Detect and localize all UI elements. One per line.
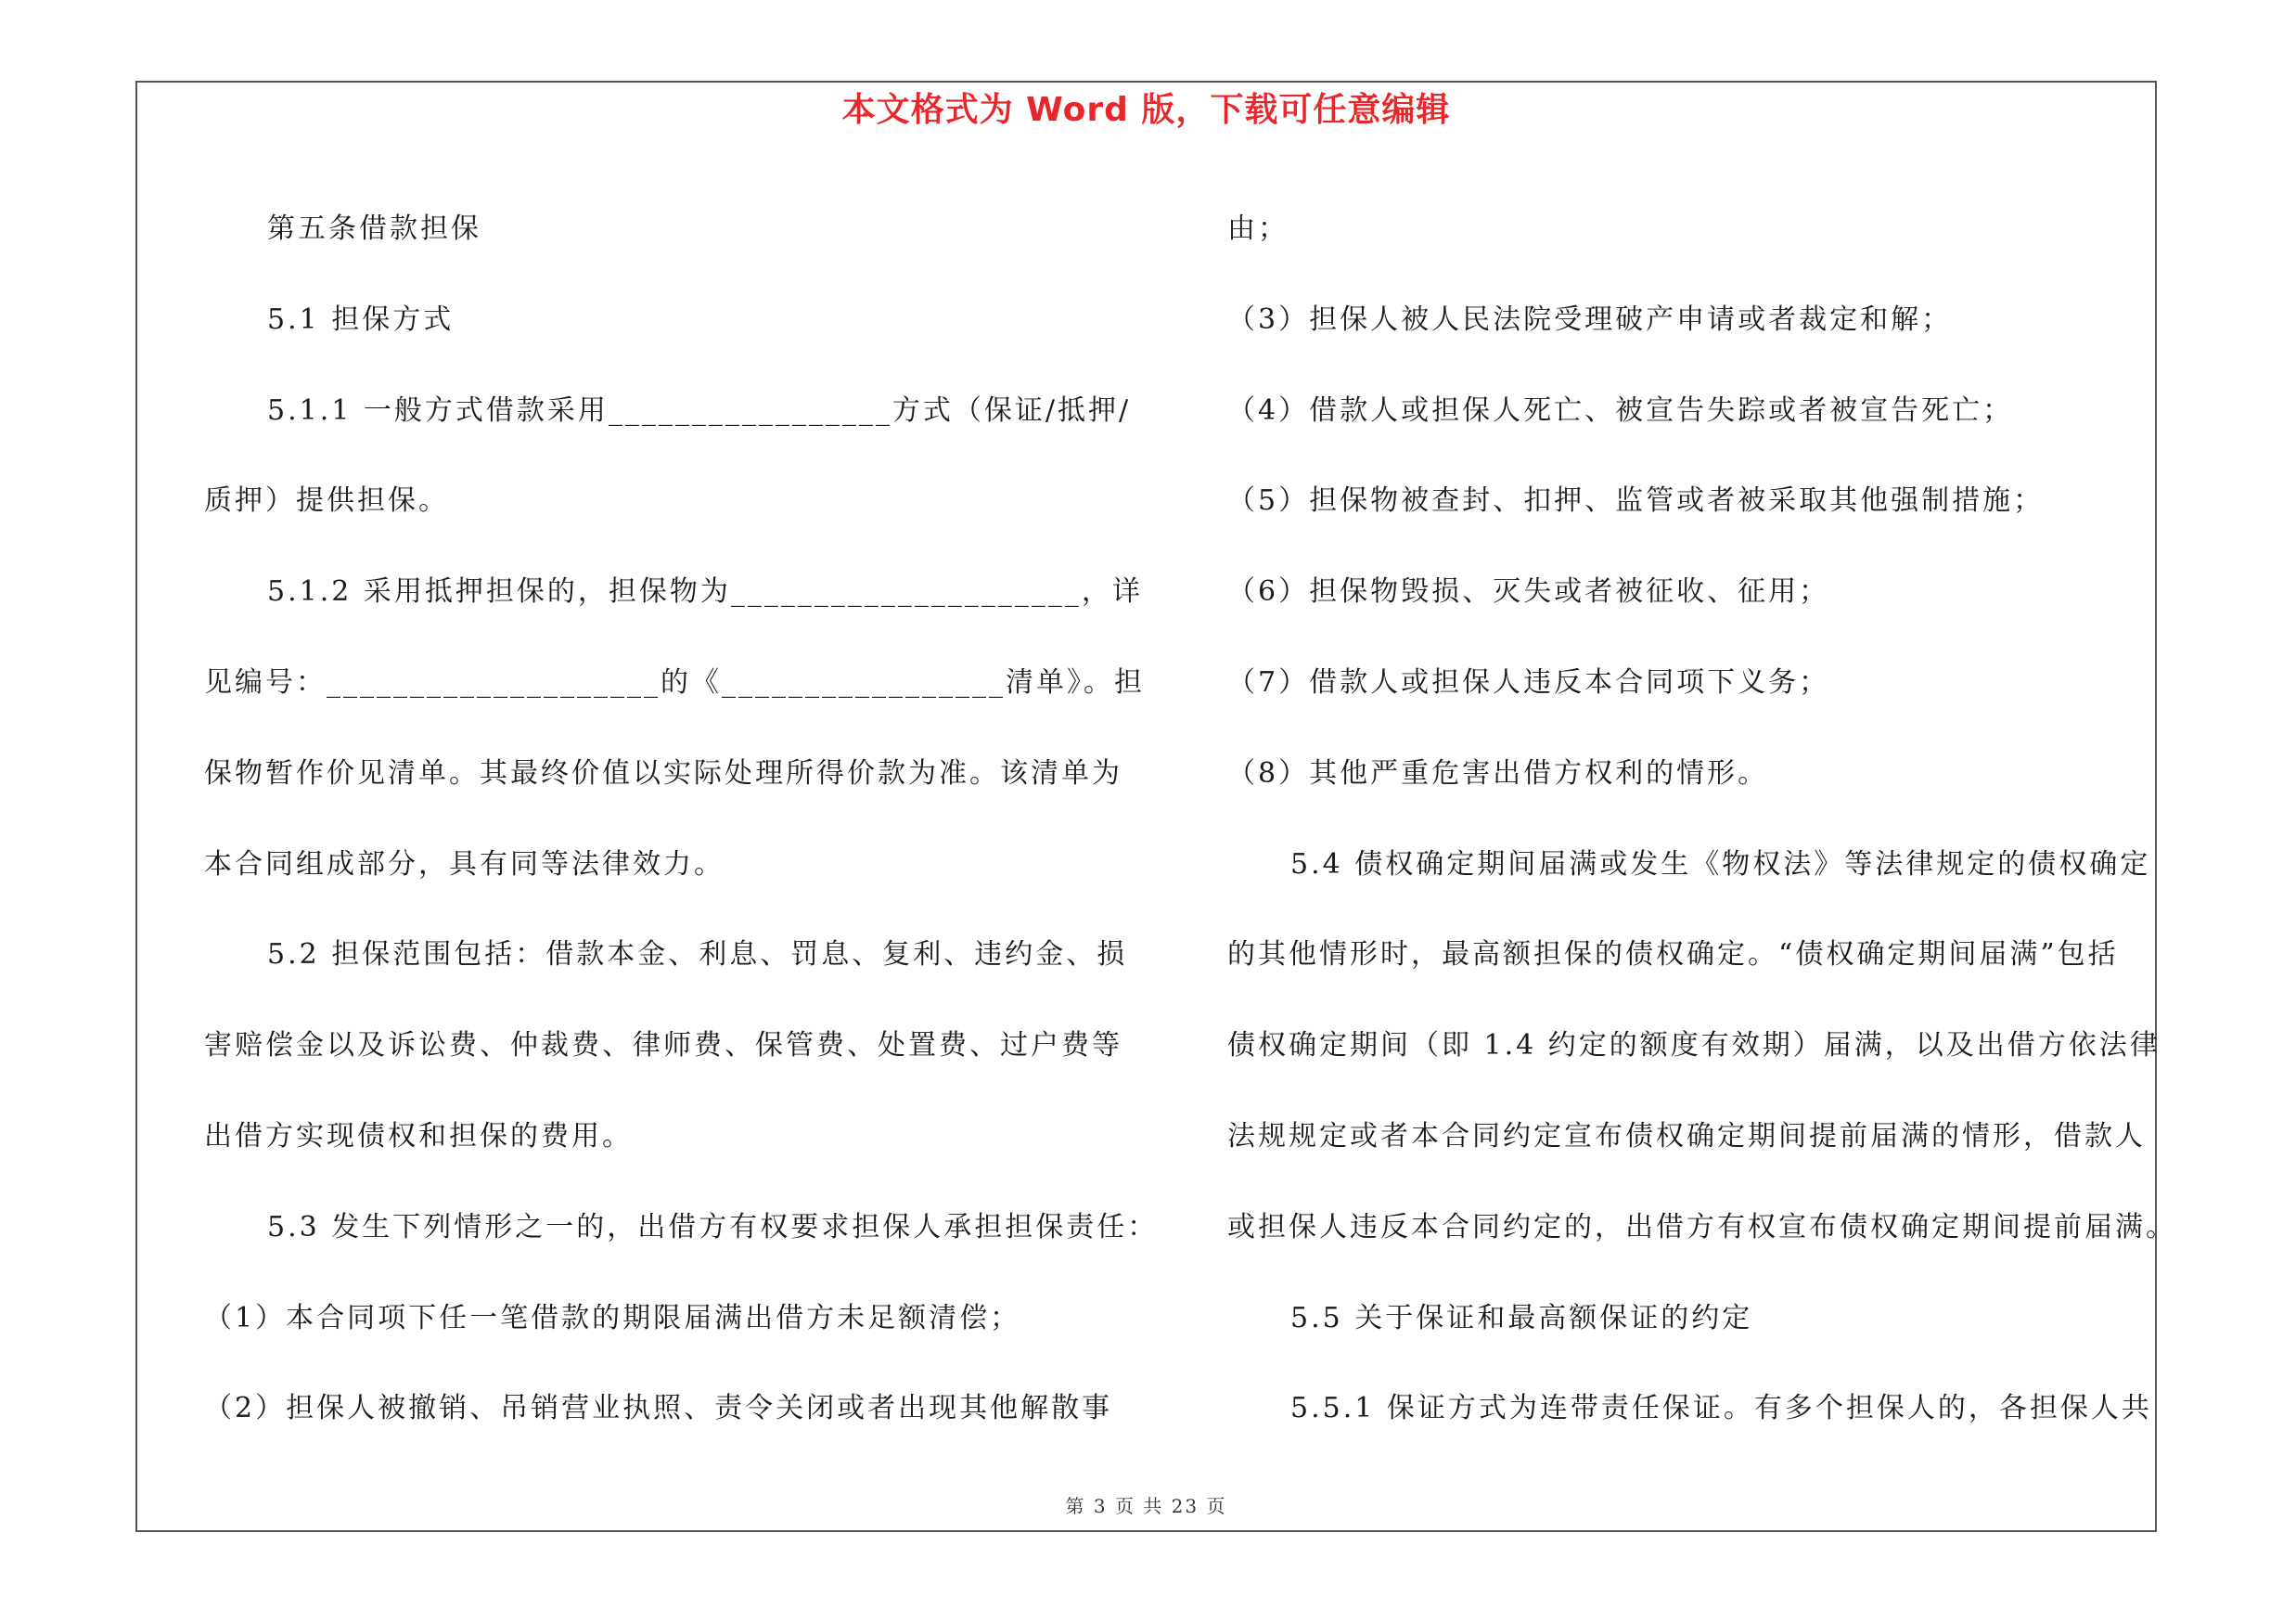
paragraph-line: 保物暂作价见清单。其最终价值以实际处理所得价款为准。该清单为 bbox=[204, 756, 1122, 790]
paragraph-line: （5）担保物被查封、扣押、监管或者被采取其他强制措施； bbox=[1227, 484, 2045, 518]
paragraph-line: （6）担保物毁损、灭失或者被征收、征用； bbox=[1227, 575, 1830, 609]
paragraph-line: （1）本合同项下任一笔借款的期限届满出借方未足额清偿； bbox=[204, 1301, 1021, 1334]
paragraph-line: （3）担保人被人民法院受理破产申请或者裁定和解； bbox=[1227, 303, 1953, 336]
right-column bbox=[1227, 184, 2176, 1454]
format-banner: 本文格式为 Word 版，下载可任意编辑 bbox=[841, 91, 1451, 129]
paragraph-line: 第五条借款担保 bbox=[267, 213, 481, 245]
paragraph-line: 5.1.2 采用抵押担保的，担保物为_____________________，详 bbox=[267, 575, 1143, 609]
paragraph-line: 见编号：____________________的《_________________清单》。担 bbox=[204, 665, 1145, 699]
paragraph-line: 5.5 关于保证和最高额保证的约定 bbox=[1290, 1301, 1753, 1334]
page-number-footer: 第 3 页 共 23 页 bbox=[1065, 1495, 1227, 1517]
paragraph-line: 5.1 担保方式 bbox=[267, 303, 455, 336]
paragraph-line: 出借方实现债权和担保的费用。 bbox=[204, 1119, 633, 1153]
paragraph-line: 的其他情形时，最高额担保的债权确定。“债权确定期间届满”包括 bbox=[1227, 938, 2119, 972]
paragraph-line: 5.4 债权确定期间届满或发生《物权法》等法律规定的债权确定 bbox=[1290, 847, 2151, 881]
paragraph-line: 5.2 担保范围包括：借款本金、利息、罚息、复利、违约金、损 bbox=[267, 938, 1128, 972]
paragraph-line: （2）担保人被撤销、吊销营业执照、责令关闭或者出现其他解散事 bbox=[204, 1392, 1113, 1425]
paragraph-line: 质押）提供担保。 bbox=[204, 484, 449, 518]
paragraph-line: （8）其他严重危害出借方权利的情形。 bbox=[1227, 756, 1769, 790]
paragraph-line: 债权确定期间（即 1.4 约定的额度有效期）届满，以及出借方依法律 bbox=[1227, 1029, 2161, 1063]
left-column bbox=[204, 184, 1159, 1454]
paragraph-line: （4）借款人或担保人死亡、被宣告失踪或者被宣告死亡； bbox=[1227, 393, 2014, 427]
paragraph-line: 或担保人违反本合同约定的，出借方有权宣布债权确定期间提前届满。 bbox=[1227, 1210, 2176, 1243]
paragraph-line: 由； bbox=[1227, 213, 1289, 245]
paragraph-line: 害赔偿金以及诉讼费、仲裁费、律师费、保管费、处置费、过户费等 bbox=[204, 1029, 1122, 1063]
paragraph-line: 法规规定或者本合同约定宣布债权确定期间提前届满的情形，借款人 bbox=[1227, 1119, 2146, 1153]
paragraph-line: 5.1.1 一般方式借款采用_________________方式（保证/抵押/ bbox=[267, 393, 1132, 427]
paragraph-line: （7）借款人或担保人违反本合同项下义务； bbox=[1227, 665, 1830, 699]
paragraph-line: 5.5.1 保证方式为连带责任保证。有多个担保人的，各担保人共 bbox=[1290, 1392, 2152, 1425]
paragraph-line: 5.3 发生下列情形之一的，出借方有权要求担保人承担担保责任： bbox=[267, 1210, 1159, 1243]
paragraph-line: 本合同组成部分，具有同等法律效力。 bbox=[204, 847, 725, 881]
